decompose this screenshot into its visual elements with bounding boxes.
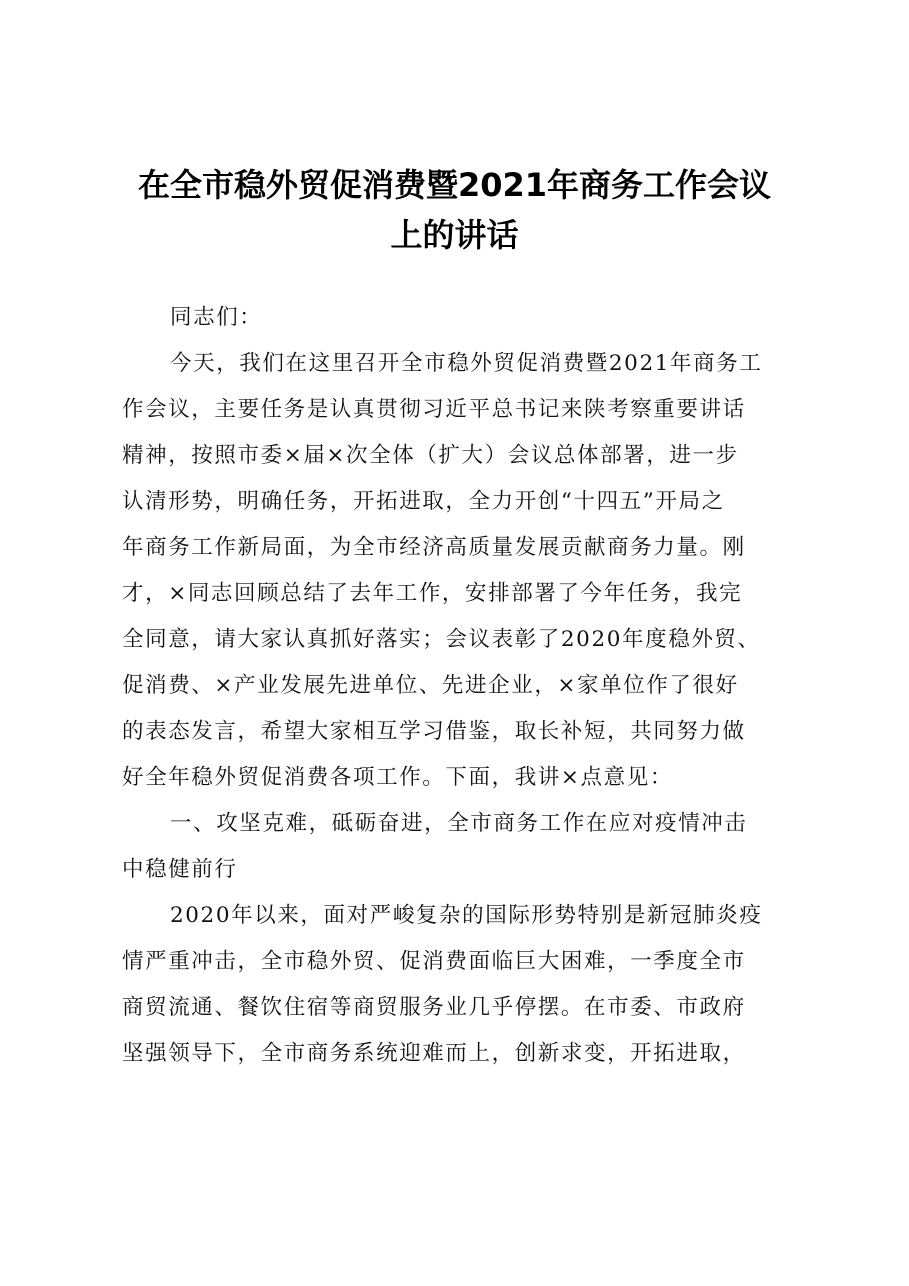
- text-line: 的表态发言，希望大家相互学习借鉴，取长补短，共同努力做: [122, 719, 746, 744]
- body-paragraph: [122, 893, 798, 1077]
- text-line: 坚强领导下，全市商务系统迎难而上，创新求变，开拓进取，: [122, 1041, 746, 1066]
- body-paragraph: [122, 341, 798, 801]
- text-line: 情严重冲击，全市稳外贸、促消费面临巨大困难，一季度全市: [122, 949, 746, 974]
- text-line: 才，×同志回顾总结了去年工作，安排部署了今年任务，我完: [122, 581, 743, 606]
- salutation-paragraph: [122, 295, 798, 341]
- text-line: 精神，按照市委×届×次全体（扩大）会议总体部署，进一步: [122, 443, 739, 468]
- text-line: 一、攻坚克难，砥砺奋进，全市商务工作在应对疫情冲击: [170, 811, 748, 836]
- text-line: 2020年以来，面对严峻复杂的国际形势特别是新冠肺炎疫: [170, 903, 763, 928]
- text-line: 好全年稳外贸促消费各项工作。下面，我讲×点意见：: [122, 765, 673, 790]
- text-line: 中稳健前行: [122, 857, 238, 882]
- text-line: 全同意，请大家认真抓好落实；会议表彰了2020年度稳外贸、: [122, 627, 761, 652]
- text-line: 今天，我们在这里召开全市稳外贸促消费暨2021年商务工: [170, 351, 763, 376]
- text-line: 认清形势，明确任务，开拓进取，全力开创“十四五”开局之: [122, 489, 725, 514]
- text-line: 作会议，主要任务是认真贯彻习近平总书记来陕考察重要讲话: [122, 397, 746, 422]
- section-heading-paragraph: [122, 801, 798, 893]
- title-line: 在全市稳外贸促消费暨2021年商务工作会议: [137, 166, 772, 204]
- text-line: 同志们：: [170, 305, 263, 330]
- title-line: 上的讲话: [390, 216, 519, 254]
- document-body: [122, 295, 798, 1077]
- text-line: 年商务工作新局面，为全市经济高质量发展贡献商务力量。刚: [122, 535, 746, 560]
- document-title: [110, 160, 799, 260]
- text-line: 促消费、×产业发展先进单位、先进企业，×家单位作了很好: [122, 673, 739, 698]
- text-line: 商贸流通、餐饮住宿等商贸服务业几乎停摆。在市委、市政府: [122, 995, 746, 1020]
